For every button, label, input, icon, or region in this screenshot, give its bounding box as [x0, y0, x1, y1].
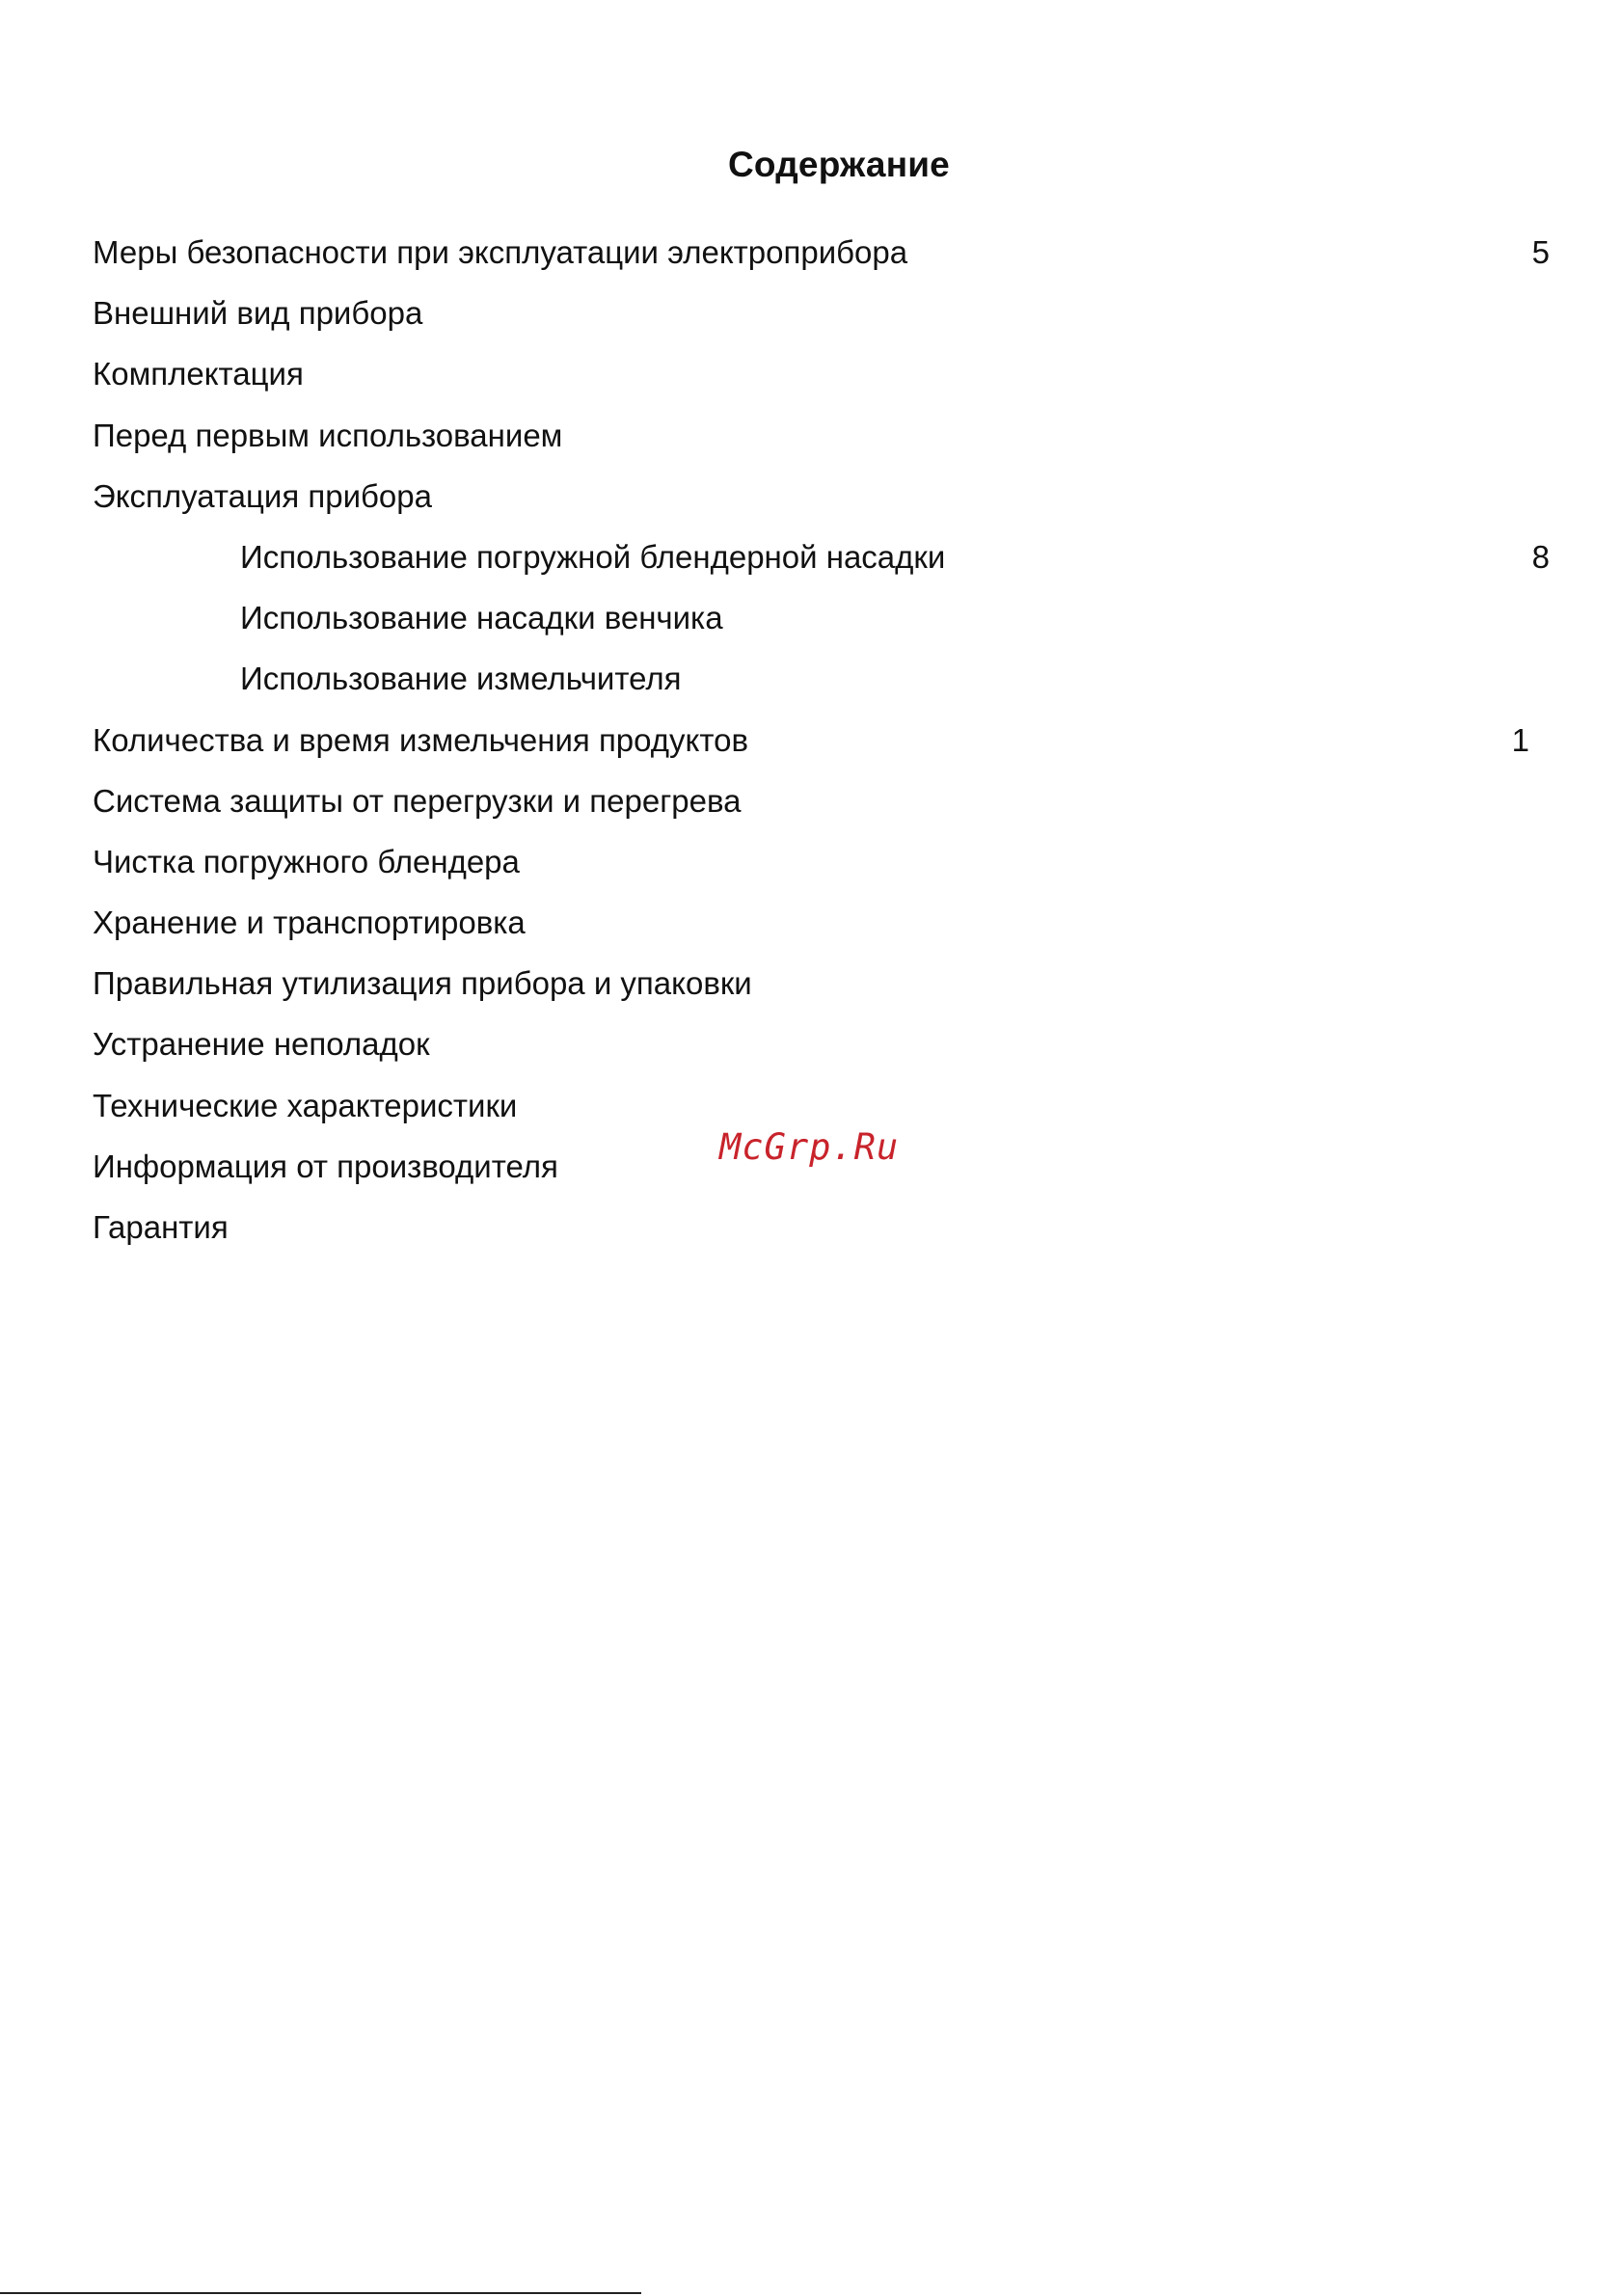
toc-entry-label: Правильная утилизация прибора и упаковки — [93, 965, 752, 1002]
toc-entry-label: Гарантия — [93, 1209, 229, 1245]
toc-entry-label: Использование погружной блендерной насадки — [240, 538, 946, 575]
toc-entry-label: Технические характеристики — [93, 1087, 518, 1123]
watermark: McGrp.Ru — [719, 1126, 900, 1168]
toc-page-number: 1 — [1511, 721, 1529, 758]
toc-entry-contents[interactable] — [0, 350, 1621, 411]
toc-entry-label: Перед первым использованием — [93, 417, 563, 453]
toc-entry-operation[interactable] — [0, 473, 1621, 533]
toc-entry-label: Эксплуатация прибора — [93, 477, 432, 514]
toc-entry-label: Комплектация — [93, 356, 304, 392]
toc-entry-before-first-use[interactable] — [0, 412, 1621, 473]
toc-entry-warranty[interactable] — [0, 1203, 1621, 1264]
toc-entry-label: Чистка погружного блендера — [93, 843, 520, 879]
page-title: Содержание — [728, 144, 950, 184]
toc-entry-label: Система защиты от перегрузки и перегрева — [93, 782, 742, 819]
toc-entry-troubleshooting[interactable] — [0, 1020, 1621, 1081]
toc-subentry-chopper[interactable] — [0, 655, 1621, 716]
toc-entry-label: Устранение неполадок — [93, 1026, 430, 1063]
toc-entry-overload-protection[interactable] — [0, 777, 1621, 838]
toc-entry-safety[interactable] — [0, 229, 1621, 289]
toc-entry-label: Меры безопасности при эксплуатации электроприбора — [93, 234, 908, 270]
toc-entry-appearance[interactable] — [0, 289, 1621, 350]
toc-entry-label: Количества и время измельчения продуктов — [93, 721, 748, 758]
toc-entry-label: Информация от производителя — [93, 1148, 558, 1184]
toc-entry-disposal[interactable] — [0, 959, 1621, 1020]
toc-subentry-blender-attachment[interactable] — [0, 533, 1621, 594]
table-of-contents — [0, 229, 1621, 1264]
toc-entry-label: Использование насадки венчика — [240, 600, 723, 636]
footer-divider — [0, 2292, 641, 2294]
toc-page-number: 5 — [1531, 234, 1550, 270]
toc-entry-label: Хранение и транспортировка — [93, 905, 526, 941]
toc-subentry-whisk-attachment[interactable] — [0, 594, 1621, 655]
toc-entry-label: Использование измельчителя — [240, 661, 682, 697]
toc-page-number: 8 — [1531, 538, 1550, 575]
toc-entry-storage-transport[interactable] — [0, 899, 1621, 959]
toc-entry-label: Внешний вид прибора — [93, 295, 423, 332]
toc-entry-cleaning[interactable] — [0, 838, 1621, 899]
toc-entry-quantities-and-times[interactable] — [0, 716, 1621, 777]
